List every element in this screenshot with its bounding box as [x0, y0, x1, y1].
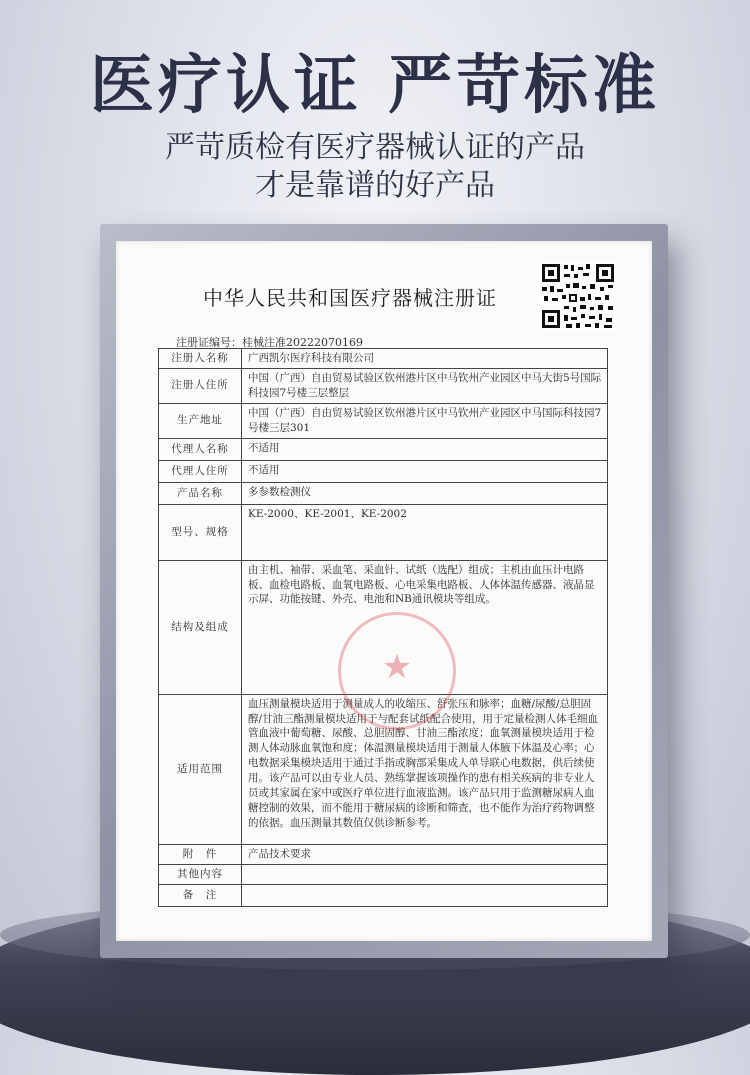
row-label: 附 件	[159, 844, 242, 864]
registration-label: 注册证编号：	[176, 336, 242, 349]
row-label: 注册人名称	[159, 349, 242, 369]
table-row	[159, 460, 608, 482]
table-row	[159, 884, 608, 906]
row-value: 多参数检测仪	[242, 482, 608, 504]
row-label: 适用范围	[159, 694, 242, 844]
row-label: 代理人名称	[159, 438, 242, 460]
seal-star-icon: ★	[381, 647, 413, 687]
row-value: 广西凯尔医疗科技有限公司	[242, 349, 608, 369]
table-row	[159, 403, 608, 438]
row-label: 型号、规格	[159, 504, 242, 560]
row-value: 不适用	[242, 460, 608, 482]
row-value: 产品技术要求	[242, 844, 608, 864]
table-row	[159, 844, 608, 864]
row-label: 生产地址	[159, 403, 242, 438]
row-label: 备 注	[159, 884, 242, 906]
qr-code-icon	[540, 262, 616, 330]
row-value: 不适用	[242, 438, 608, 460]
certificate-title: 中华人民共和国医疗器械注册证	[203, 286, 497, 310]
row-label: 注册人住所	[159, 369, 242, 404]
row-value: 血压测量模块适用于测量成人的收缩压、舒张压和脉率；血糖/尿酸/总胆固醇/甘油三酯测量模块适用于与配套试纸配合使用，用于定量检测人体毛细血管血液中葡萄糖、尿酸、总胆固醇、甘油三酯浓度；血氧测量模块适用于检测人体动脉血氧饱和度；体温测量模块适用于测量人体腋下体温及心率；心电数据采集模块适用于通过手指或胸部采集成人单导联心电数据，供后续使用。该产品可以由专业人员、熟练掌握该项操作的患有相关疾病的非专业人员或其家属在家中或医疗单位进行血液监测。该产品只用于监测糖尿病人血糖控制的效果，而不能用于糖尿病的诊断和筛查，也不能作为治疗药物调整的依据。血压测量其数值仅供诊断参考。	[242, 694, 608, 844]
table-row	[159, 864, 608, 884]
row-value	[242, 884, 608, 906]
row-label: 产品名称	[159, 482, 242, 504]
row-value: 由主机、袖带、采血笔、采血针、试纸（选配）组成；主机由血压计电路板、血检电路板、血氧电路板、心电采集电路板、人体体温传感器、液晶显示屏、功能按键、外壳、电池和NB通讯模块等组成。	[242, 560, 608, 694]
table-row	[159, 438, 608, 460]
subline-2: 才是靠谱的好产品	[255, 168, 495, 203]
official-seal-icon	[338, 612, 456, 730]
headline: 医疗认证 严苛标准	[89, 49, 661, 123]
table-row	[159, 504, 608, 560]
table-row	[159, 349, 608, 369]
row-value: KE-2000、KE-2001、KE-2002	[242, 504, 608, 560]
table-row	[159, 482, 608, 504]
registration-value: 桂械注准20222070169	[242, 336, 363, 349]
row-label: 其他内容	[159, 864, 242, 884]
subline-1: 严苛质检有医疗器械认证的产品	[165, 130, 585, 165]
row-label: 代理人住所	[159, 460, 242, 482]
row-value: 中国（广西）自由贸易试验区钦州港片区中马钦州产业园区中马国际科技园7号楼三层301	[242, 403, 608, 438]
table-row	[159, 369, 608, 404]
row-value: 中国（广西）自由贸易试验区钦州港片区中马钦州产业园区中马大街5号国际科技园7号楼三层整层	[242, 369, 608, 404]
row-label: 结构及组成	[159, 560, 242, 694]
row-value	[242, 864, 608, 884]
